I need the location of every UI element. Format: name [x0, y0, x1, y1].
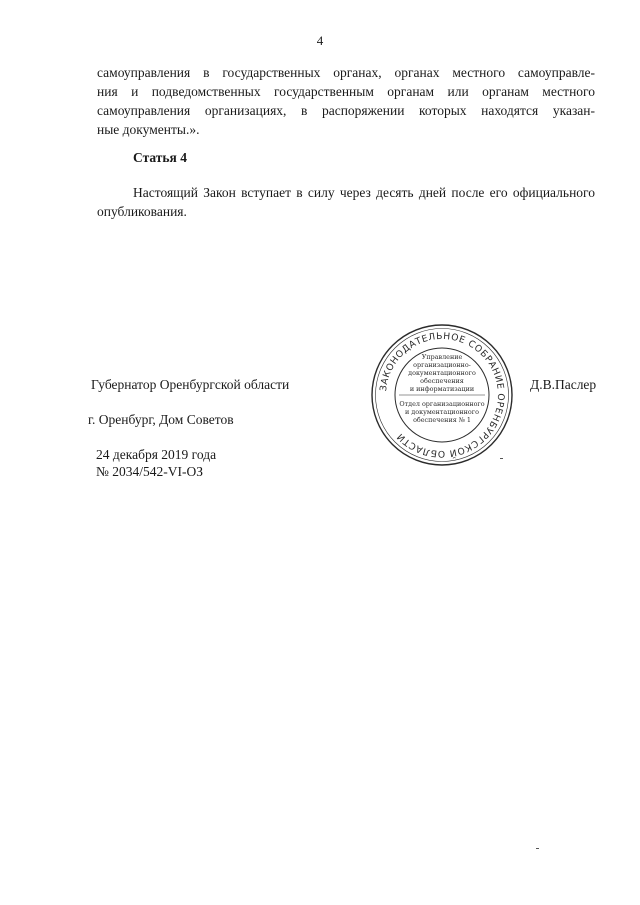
article-paragraph: Настоящий Закон вступает в силу через десять дней после его официального опубликования. [97, 185, 595, 219]
seal-inner-line: и информатизации [409, 385, 475, 393]
governor-name: Д.В.Паслер [530, 377, 597, 392]
seal-inner-line: организационно- [413, 361, 471, 369]
text-line: самоуправления в государственных органах, органах местного самоуправле- [97, 65, 595, 80]
page-number: 4 [316, 33, 324, 48]
seal-graphic [369, 322, 515, 468]
signing-date: 24 декабря 2019 года [96, 447, 217, 462]
seal-inner-line: документационного [408, 369, 476, 377]
seal-inner-line: обеспечения [420, 377, 464, 385]
signing-place: г. Оренбург, Дом Советов [88, 412, 234, 427]
article-heading: Статья 4 [133, 150, 187, 165]
seal-inner-line: обеспечения № 1 [413, 416, 471, 424]
law-number: № 2034/542-VI-ОЗ [96, 464, 204, 479]
text-line: ные документы.». [97, 122, 200, 137]
governor-title: Губернатор Оренбургской области [91, 377, 290, 392]
paragraph-continuation [97, 63, 595, 139]
seal-ring-text: ЗАКОНОДАТЕЛЬНОЕ СОБРАНИЕ ОРЕНБУРГСКОЙ ОБЛАСТИ [378, 330, 507, 460]
official-seal-stamp [369, 322, 515, 468]
seal-inner-line: и документационного [405, 408, 479, 416]
text-line: ния и подведомственных государственным органам или органам местного [97, 84, 595, 99]
seal-inner-line: Отдел организационного [399, 400, 485, 408]
seal-inner-line: Управление [421, 353, 463, 361]
text-line: самоуправления организациях, в распоряжении которых находятся указан- [97, 103, 595, 118]
